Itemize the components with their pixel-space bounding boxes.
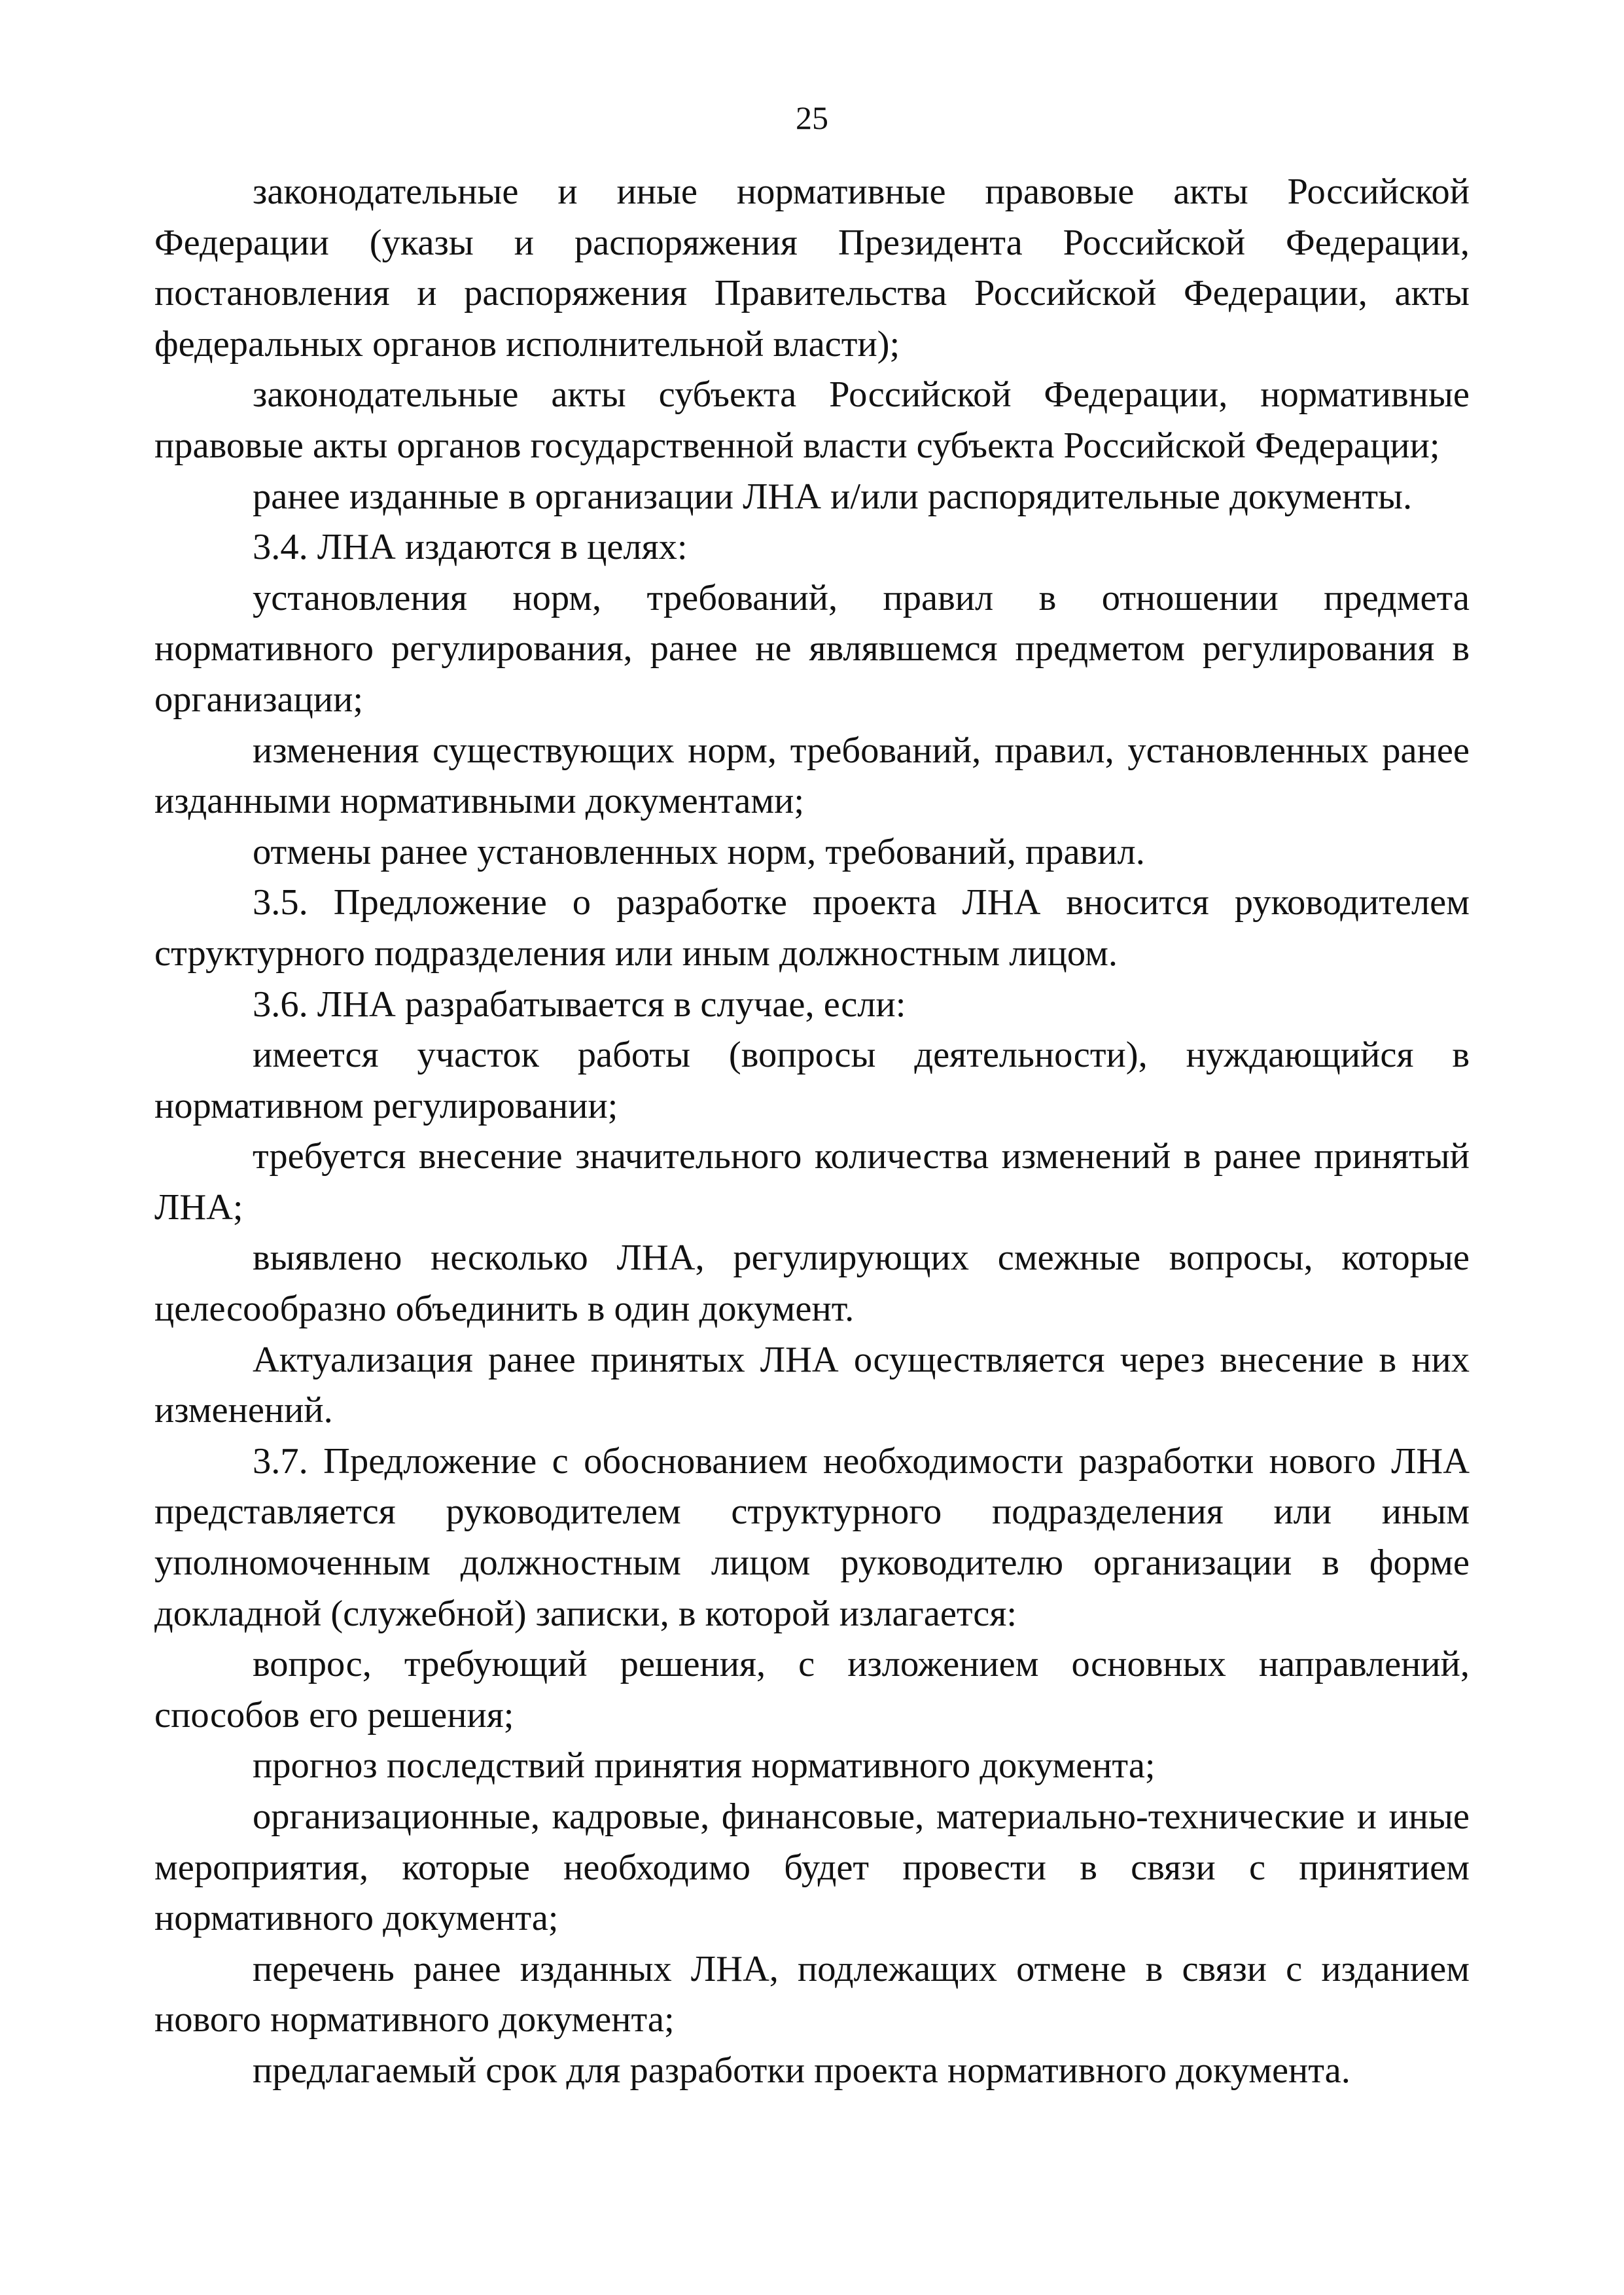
- paragraph-legislation-subject: законодательные акты субъекта Российской Федерации, нормативные правовые акты органов государственной власти субъекта Российской Федерации;: [154, 374, 1470, 466]
- paragraph-many-changes: требуется внесение значительного количества изменений в ранее принятый ЛНА;: [154, 1136, 1470, 1228]
- paragraph-cancel-list: перечень ранее изданных ЛНА, подлежащих отмене в связи с изданием нового нормативного документа;: [154, 1948, 1470, 2040]
- paragraph-cancel-norms: отмены ранее установленных норм, требований, правил.: [253, 831, 1145, 872]
- paragraph-legislation-rf: законодательные и иные нормативные правовые акты Российской Федерации (указы и распоряжения Президента Российской Федерации, постановления и распоряжения Правительства Российской Федерации, акты федеральных органов исполнительной власти);: [154, 171, 1470, 365]
- page-number: 25: [796, 99, 828, 136]
- paragraph-actualization: Актуализация ранее принятых ЛНА осуществляется через внесение в них изменений.: [154, 1339, 1470, 1431]
- paragraph-question: вопрос, требующий решения, с изложением основных направлений, способов его решения;: [154, 1644, 1470, 1735]
- paragraph-3-6-heading: 3.6. ЛНА разрабатывается в случае, если:: [253, 984, 906, 1025]
- document-body: [154, 167, 1470, 2097]
- paragraph-3-7: 3.7. Предложение с обоснованием необходимости разработки нового ЛНА представляется руководителем структурного подразделения или иным уполномоченным должностным лицом руководителю организации в форме докладной (служебной) записки, в которой излагается:: [154, 1440, 1470, 1634]
- paragraph-change-norms: изменения существующих норм, требований, правил, установленных ранее изданными нормативными документами;: [154, 730, 1470, 822]
- paragraph-forecast: прогноз последствий принятия нормативного документа;: [253, 1745, 1156, 1787]
- paragraph-3-4-heading: 3.4. ЛНА издаются в целях:: [253, 527, 688, 568]
- paragraph-3-5: 3.5. Предложение о разработке проекта ЛНА вносится руководителем структурного подразделения или иным должностным лицом.: [154, 882, 1470, 974]
- paragraph-establish-norms: установления норм, требований, правил в отношении предмета нормативного регулирования, ранее не являвшемся предметом регулирования в организации;: [154, 577, 1470, 720]
- paragraph-work-area: имеется участок работы (вопросы деятельности), нуждающийся в нормативном регулировании;: [154, 1035, 1470, 1126]
- paragraph-merge-documents: выявлено несколько ЛНА, регулирующих смежные вопросы, которые целесообразно объединить в один документ.: [154, 1237, 1470, 1330]
- paragraph-previous-documents: ранее изданные в организации ЛНА и/или распорядительные документы.: [253, 476, 1413, 517]
- paragraph-deadline: предлагаемый срок для разработки проекта нормативного документа.: [253, 2050, 1350, 2091]
- paragraph-measures: организационные, кадровые, финансовые, материально-технические и иные мероприятия, которые необходимо будет провести в связи с принятием нормативного документа;: [154, 1796, 1470, 1939]
